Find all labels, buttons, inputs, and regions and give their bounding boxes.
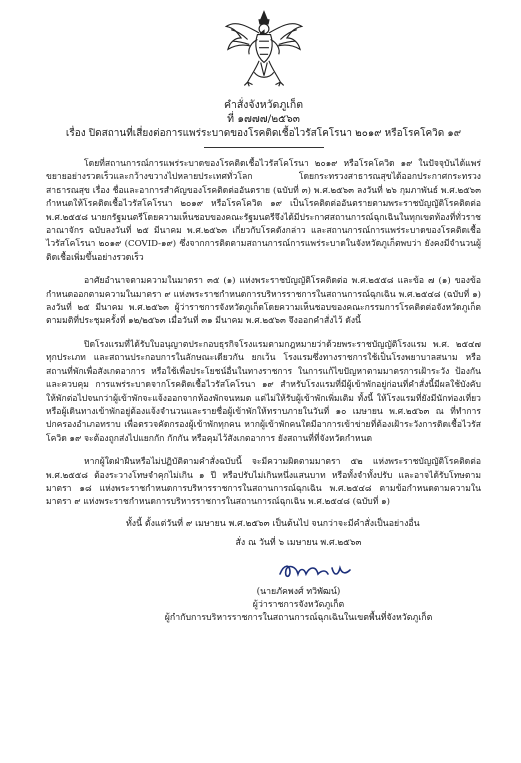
paragraph-penalty: หากผู้ใดฝ่าฝืนหรือไม่ปฏิบัติตามคำสั่งฉบับนี้ จะมีความผิดตามมาตรา ๕๒ แห่งพระราชบัญญัติโรคติดต่อ พ.ศ.๒๕๕๘ ต้องระวางโทษจำคุกไม่เกิน ๑ ปี หรือปรับไม่เกินหนึ่งแสนบาท หรือทั้งจำทั้งปรับ และอาจได้รับโทษตามมาตรา ๑๘ แห่งพระราชกำหนดการบริหารราชการในสถานการณ์ฉุกเฉิน พ.ศ.๒๕๔๘ ตามข้อกำหนดตามความในมาตรา ๙ แห่งพระราชกำหนดการบริหารราชการในสถานการณ์ฉุกเฉิน พ.ศ.๒๕๔๘ (ฉบับที่ ๑) <box>46 457 481 508</box>
paragraph-order: ปิดโรงแรมที่ได้รับใบอนุญาตประกอบธุรกิจโรงแรมตามกฎหมายว่าด้วยพระราชบัญญัติโรงแรม พ.ศ. ๒๕๔๗ ทุกประเภท และสถานประกอบการในลักษณะเดียวกัน ยกเว้น โรงแรมซึ่งทางราชการใช้เป็นโรงพยาบาลสนาม หรือสถานที่พักเพื่อสังเกตอาการ หรือใช้เพื่อประโยชน์อื่นในทางราชการ ในการแก้ไขปัญหาตามมาตรการเฝ้าระวัง ป้องกัน และควบคุม การแพร่ระบาดจากโรคติดเชื้อไวรัสโคโรนา ๑๙ สำหรับโรงแรมที่มีผู้เข้าพักอยู่ก่อนที่คำสั่งนี้มีผลใช้บังคับ ให้พักต่อไปจนกว่าผู้เข้าพักจะแจ้งออกจากห้องพักจนหมด แต่ไม่ให้รับผู้เข้าพักเพิ่มเติม ทั้งนี้ ให้โรงแรมที่ยังมีนักท่องเที่ยวหรือผู้เดินทางเข้าพักอยู่ต้องแจ้งจำนวนและรายชื่อผู้เข้าพักให้ทราบภายในวันที่ ๑๐ เมษายน พ.ศ.๒๕๖๓ ณ ที่ทำการปกครองอำเภอทราบ เพื่อตรวจคัดกรองผู้เข้าพักทุกคน หากผู้เข้าพักคนใดมีอาการเข้าข่ายที่ต้องเฝ้าระวังการติดเชื้อไวรัสโควิด ๑๙ จะต้องถูกส่งไปแยกกัก กักกัน หรือคุมไว้สังเกตอาการ ยังสถานที่ที่จังหวัดกำหนด <box>46 339 481 444</box>
order-subject: เรื่อง ปิดสถานที่เสี่ยงต่อการแพร่ระบาดของโรคติดเชื้อไวรัสโคโรนา ๒๐๑๙ หรือโรคโควิด ๑๙ <box>65 128 462 139</box>
given-date-text: สั่ง ณ วันที่ ๖ เมษายน พ.ศ.๒๕๖๓ <box>235 537 362 548</box>
divider <box>204 147 324 148</box>
order-number: ที่ ๑๗๗๗/๒๕๖๓ <box>227 113 300 125</box>
signatory-name: (นายภัคพงศ์ ทวิพัฒน์) <box>256 586 341 597</box>
signatory-position: ผู้ว่าราชการจังหวัดภูเก็ต <box>252 599 345 610</box>
garuda-emblem-icon <box>223 8 305 94</box>
signatory-position-secondary: ผู้กำกับการบริหารราชการในสถานการณ์ฉุกเฉินในเขตพื้นที่จังหวัดภูเก็ต <box>164 612 433 623</box>
document-page <box>0 8 521 763</box>
effective-date-text: ทั้งนี้ ตั้งแต่วันที่ ๙ เมษายน พ.ศ.๒๕๖๓ เป็นต้นไป จนกว่าจะมีคำสั่งเป็นอย่างอื่น <box>126 518 420 529</box>
signature-icon <box>276 558 356 582</box>
order-title: คำสั่งจังหวัดภูเก็ต <box>223 99 304 111</box>
paragraph-authority: อาศัยอำนาจตามความในมาตรา ๓๕ (๑) แห่งพระราชบัญญัติโรคติดต่อ พ.ศ.๒๕๕๘ และข้อ ๗ (๑) ของข้อกำหนดออกตามความในมาตรา ๙ แห่งพระราชกำหนดการบริหารราชการในสถานการณ์ฉุกเฉิน พ.ศ.๒๕๔๘ (ฉบับที่ ๑) ลงวันที่ ๒๕ มีนาคม พ.ศ.๒๕๖๓ ผู้ว่าราชการจังหวัดภูเก็ตโดยความเห็นชอบของคณะกรรมการโรคติดต่อจังหวัดภูเก็ต ตามมติที่ประชุมครั้งที่ ๑๒/๒๕๖๓ เมื่อวันที่ ๓๑ มีนาคม พ.ศ.๒๕๖๓ จึงออกคำสั่งไว้ ดังนี้ <box>46 276 481 327</box>
paragraph-background: โดยที่สถานการณ์การแพร่ระบาดของโรคติดเชื้อไวรัสโคโรนา ๒๐๑๙ หรือโรคโควิด ๑๙ ในปัจจุบันได้แพร่ขยายอย่างรวดเร็วและกว้างขวางไปหลายประเทศทั่วโลก โดยกระทรวงสาธารณสุขได้ออกประกาศกระทรวงสาธารณสุข เรื่อง ชื่อและอาการสำคัญของโรคติดต่ออันตราย (ฉบับที่ ๓) พ.ศ.๒๕๖๓ ลงวันที่ ๒๖ กุมภาพันธ์ พ.ศ.๒๕๖๓ กำหนดให้โรคติดเชื้อไวรัสโคโรนา ๒๐๑๙ หรือโรคโควิด ๑๙ เป็นโรคติดต่ออันตรายตามพระราชบัญญัติโรคติดต่อ พ.ศ.๒๕๕๘ นายกรัฐมนตรีโดยความเห็นชอบของคณะรัฐมนตรีจึงได้มีประกาศสถานการณ์ฉุกเฉินในทุกเขตท้องที่ทั่วราชอาณาจักร ฉบับลงวันที่ ๒๕ มีนาคม พ.ศ.๒๕๖๓ เกี่ยวกับโรคดังกล่าว และสถานการณ์การแพร่ระบาดของโรคติดเชื้อไวรัสโคโรนา ๒๐๑๙ (COVID-๑๙) ซึ่งจากการติดตามสถานการณ์การแพร่ระบาดในจังหวัดภูเก็ตพบว่า ยังคงมีจำนวนผู้ติดเชื้อเพิ่มขึ้นอย่างรวดเร็ว <box>46 159 481 263</box>
